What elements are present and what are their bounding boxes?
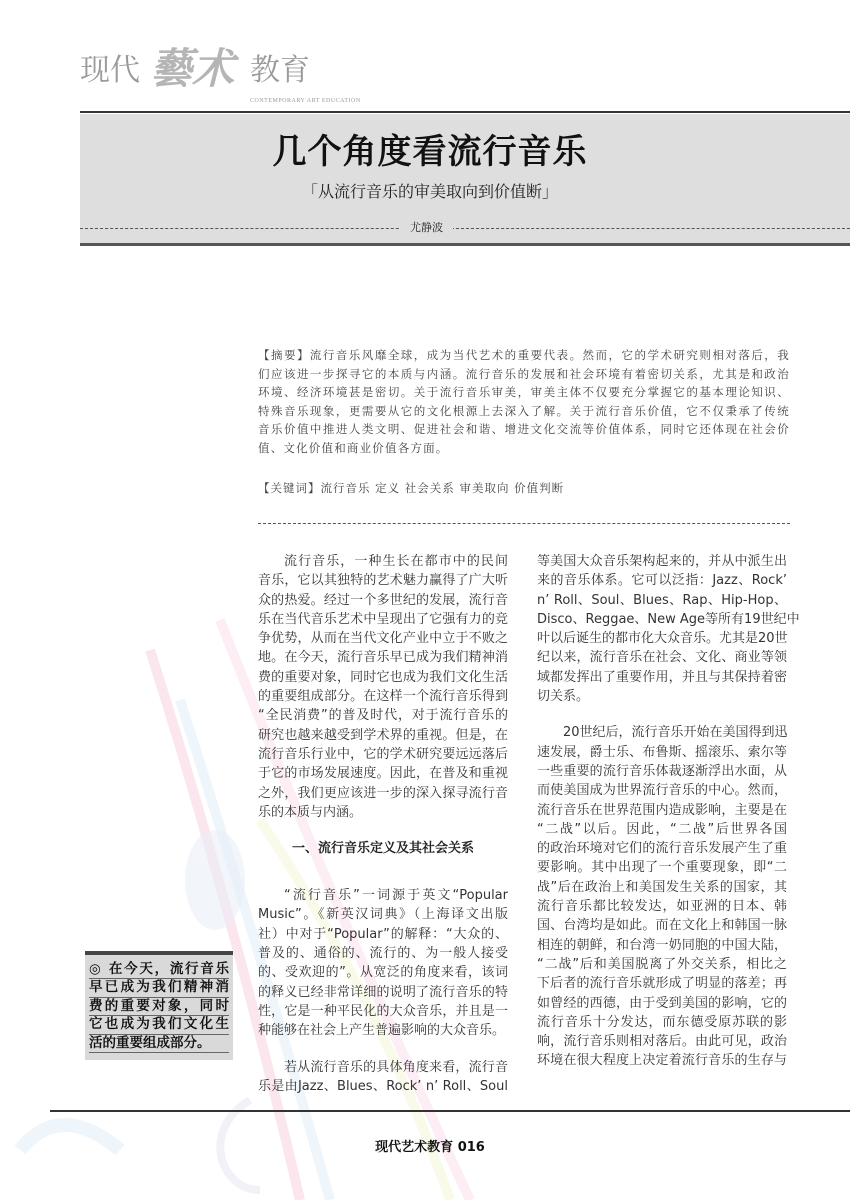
article-title: 几个角度看流行音乐: [272, 132, 588, 172]
body-text-line: 环境在很大程度上决定着流行音乐的生存与: [537, 1053, 787, 1069]
abstract-line: 环境、经济环境甚是密切。关于流行音乐审美，审美主体不仅要充分掌握它的基本理论知识、: [258, 385, 790, 399]
paragraph-gap: [258, 822, 508, 839]
journal-logo: [80, 44, 361, 108]
body-text-line: 20世纪后，流行音乐开始在美国得到迅: [563, 725, 788, 741]
page-footer: [0, 1140, 850, 1156]
body-text-line: 一些重要的流行音乐体裁逐渐浮出水面，从: [537, 763, 787, 779]
abstract-line: 特殊音乐现象，更需要从它的文化根源上去深入了解。关于流行音乐价值，它不仅秉承了传统: [258, 403, 790, 418]
body-text-line: Disco、Reggae、New Age等所有19世纪中: [537, 611, 800, 627]
body-text-line: Music”。《新英汉词典》（上海译文出版: [258, 907, 508, 923]
logo-prefix: 现代: [80, 53, 140, 88]
footer-journal: 现代艺术教育: [375, 1140, 454, 1155]
body-text-line: 纪以来，流行音乐在社会、文化、商业等领: [537, 650, 787, 666]
abstract-line: 值、文化价值和商业价值各方面。: [258, 440, 449, 455]
body-text-line: 相连的朝鲜，和台湾一奶同胞的中国大陆，: [537, 937, 787, 953]
pull-quote: [85, 951, 233, 1060]
body-text-line: 流行音乐，一种生长在都市中的民间: [284, 554, 508, 569]
body-text-line: 于它的市场发展速度。因此，在普及和重视: [258, 766, 508, 782]
body-column-2: [537, 552, 800, 1071]
header-rule-top: [80, 111, 850, 113]
body-text-line: 切关系。: [537, 689, 590, 705]
section-heading: 一、流行音乐定义及其社会关系: [291, 841, 474, 857]
body-text-line: 费的重要对象，同时它也成为我们文化生活: [258, 669, 508, 685]
logo-suffix: 教育: [250, 53, 310, 88]
header-rule-bottom: [80, 243, 850, 246]
body-text-line: 速发展，爵士乐、布鲁斯、摇滚乐、索尔等: [537, 744, 787, 760]
footer-rule: [50, 1110, 850, 1112]
abstract-line: 音乐价值中推进人类文明、促进社会和谐、增进文化交流等价值体系，同时它还体现在社会价: [258, 422, 790, 436]
body-text-line: 乐是由Jazz、Blues、Rock’ n’ Roll、Soul: [258, 1078, 508, 1094]
body-text-line: 研究也越来越受到学术界的重视。但是，在: [258, 727, 508, 743]
body-text-line: 来的音乐体系。它可以泛指：Jazz、Rock’: [537, 573, 787, 589]
body-text-line: 国、台湾均是如此。而在文化上和韩国一脉: [537, 918, 787, 934]
body-text-line: 的释义已经非常详细的说明了流行音乐的特: [258, 984, 508, 1000]
body-text-line: 的、受欢迎的”。从宽泛的角度来看，该词: [258, 965, 508, 981]
body-text-line: “全民消费”的普及时代，对于流行音乐的: [258, 708, 508, 724]
body-text-line: 种能够在社会上产生普遍影响的大众音乐。: [258, 1023, 506, 1039]
body-column-1: [258, 552, 508, 1096]
pull-quote-line: 费的重要对象，同时: [89, 998, 229, 1016]
body-text-line: 的政治环境对它们的流行音乐发展产生了重: [537, 841, 787, 857]
pull-quote-line: 它也成为我们文化生: [89, 1016, 229, 1034]
abstract: [258, 346, 790, 457]
page-number: 016: [457, 1140, 485, 1155]
paragraph-gap: [258, 869, 508, 886]
abstract-line: 【摘要】流行音乐风靡全球，成为当代艺术的重要代表。然而，它的学术研究则相对落后，我: [258, 348, 790, 362]
body-text-line: 流行音乐都比较发达，如亚洲的日本、韩: [537, 899, 787, 915]
body-text-line: 众的热爱。经过一个多世纪的发展，流行音: [258, 592, 508, 608]
body-text-line: 音乐，它以其独特的艺术魅力赢得了广大听: [258, 573, 508, 589]
pull-quote-line: 活的重要组成部分。: [89, 1035, 229, 1053]
body-text-line: 流行音乐十分发达，而东德受原苏联的影: [537, 1014, 787, 1030]
author-name: 尤静波: [400, 221, 453, 235]
body-text-line: 若从流行音乐的具体角度来看，流行音: [284, 1059, 508, 1075]
body-text-line: 而使美国成为世界流行音乐的中心。然而，: [537, 783, 787, 799]
body-text-line: 地。在今天，流行音乐早已成为我们精神消: [258, 650, 508, 666]
abstract-line: 们应该进一步探寻它的本质与内涵。流行音乐的发展和社会环境有着密切关系，尤其是和政治: [258, 366, 790, 381]
body-text-line: 的重要组成部分。在这样一个流行音乐得到: [258, 689, 508, 705]
body-text-line: 乐在当代音乐艺术中呈现出了它强有力的竞: [258, 611, 508, 627]
body-text-line: n’ Roll、Soul、Blues、Rap、Hip-Hop、: [537, 592, 787, 608]
body-text-line: 要影响。其中出现了一个重要现象，即“二: [537, 860, 787, 876]
body-text-line: “二战”后和美国脱离了外交关系，相比之: [537, 956, 787, 972]
body-text-line: 响，流行音乐则相对落后。由此可见，政治: [537, 1034, 787, 1050]
body-text-line: 普及的、通俗的、流行的、为一般人接受: [258, 946, 508, 962]
abstract-divider: [258, 523, 790, 524]
logo-art: 藝术: [150, 44, 235, 93]
body-text-line: “二战”以后。因此，“二战”后世界各国: [537, 821, 787, 837]
body-text-line: 叶以后诞生的都市化大众音乐。尤其是20世: [537, 631, 788, 647]
paragraph-gap: [258, 1041, 508, 1058]
body-text-line: 等美国大众音乐架构起来的，并从中派生出: [537, 554, 787, 569]
body-text-line: 流行音乐在世界范围内造成影响，主要是在: [537, 802, 787, 818]
body-text-line: 社）中对于“Popular”的解释：“大众的、: [258, 926, 508, 942]
paragraph-gap: [537, 706, 787, 723]
body-text-line: 争优势，从而在当代文化产业中立于不败之: [258, 631, 508, 647]
keywords: 【关键词】流行音乐 定义 社会关系 审美取向 价值判断: [258, 481, 565, 495]
logo-english: CONTEMPORARY ART EDUCATION: [250, 98, 361, 104]
body-text-line: 域都发挥出了重要作用，并且与其保持着密: [537, 669, 787, 685]
body-text-line: 下后者的流行音乐就形成了明显的落差；再: [537, 976, 787, 992]
pull-quote-line: ◎ 在今天，流行音乐: [89, 961, 229, 979]
pull-quote-line: 早已成为我们精神消: [89, 979, 229, 997]
body-text-line: 流行音乐行业中，它的学术研究要远远落后: [258, 746, 508, 762]
author-divider: [80, 228, 850, 229]
body-text-line: 之外，我们更应该进一步的深入探寻流行音: [258, 785, 508, 801]
article-subtitle: 「从流行音乐的审美取向到价值断」: [301, 182, 558, 201]
pull-quote-text: [85, 961, 233, 1053]
body-text-line: “流行音乐”一词源于英文“Popular: [284, 888, 508, 904]
body-text-line: 乐的本质与内涵。: [258, 804, 363, 820]
body-text-line: 战”后在政治上和美国发生关系的国家，其: [537, 879, 787, 895]
body-text-line: 如曾经的西德，由于受到美国的影响，它的: [537, 995, 787, 1011]
body-text-line: 性，它是一种平民化的大众音乐，并且是一: [258, 1003, 508, 1019]
